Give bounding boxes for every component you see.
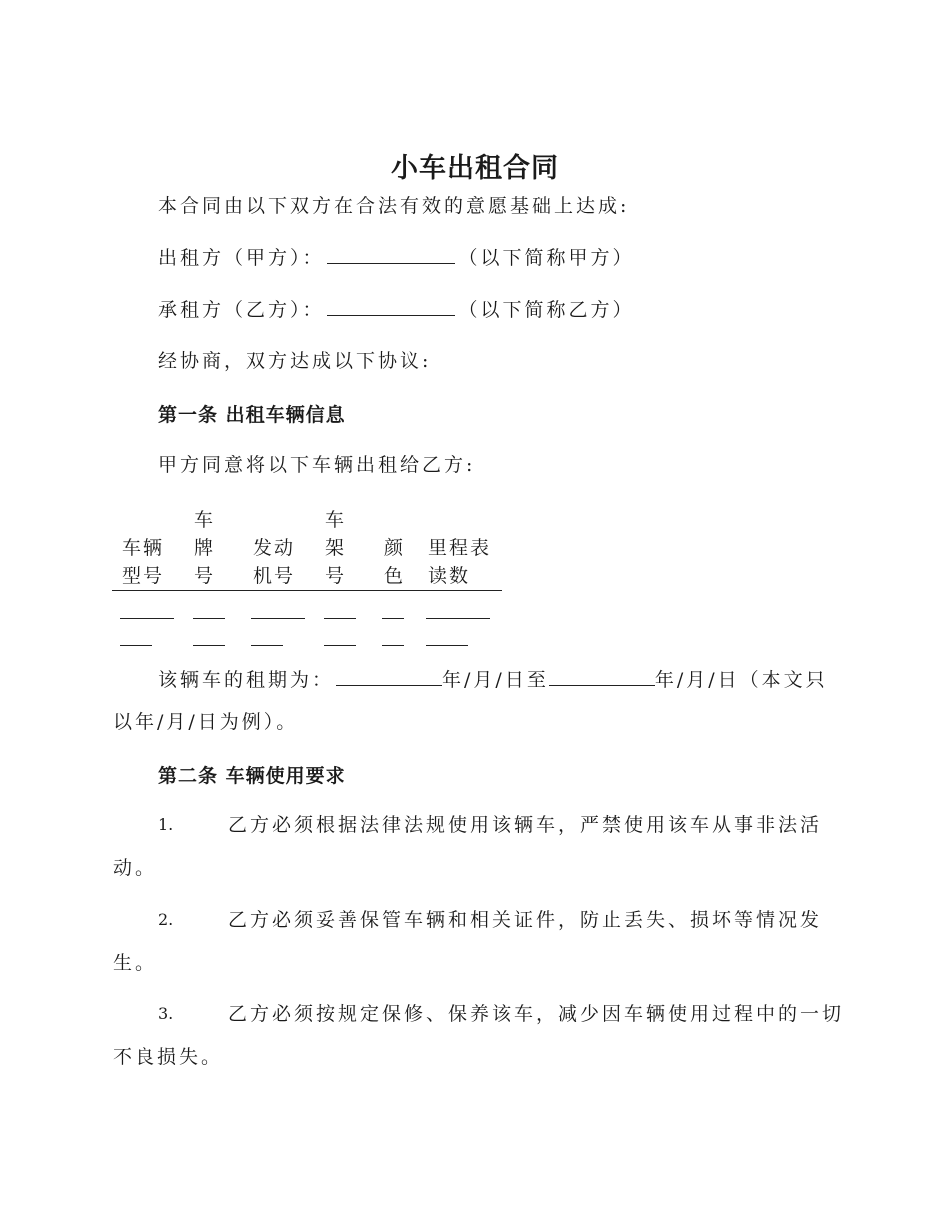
table-header-color [384, 534, 405, 590]
header-line: 车 [325, 509, 347, 531]
party-b-line [158, 295, 635, 324]
lease-end-blank[interactable] [549, 665, 655, 686]
model-blank[interactable] [120, 618, 174, 619]
list-item-line: 乙方必须按规定保修、保养该车，减少因车辆使用过程中的一切 [228, 1003, 845, 1025]
item-number: 1. [158, 815, 174, 834]
article1-text: 甲方同意将以下车辆出租给乙方: [158, 454, 476, 476]
article2-heading: 第二条 车辆使用要求 [158, 765, 346, 787]
table-header-mileage [428, 534, 491, 590]
frame-blank-cont[interactable] [324, 645, 356, 646]
table-header-model [122, 534, 164, 590]
agreement-paragraph: 经协商，双方达成以下协议: [158, 350, 432, 372]
header-line: 号 [194, 565, 216, 587]
header-line: 车辆 [122, 537, 165, 559]
item-number: 3. [158, 1004, 174, 1023]
article1-heading: 第一条 出租车辆信息 [158, 404, 346, 426]
lease-term-label: 该辆车的租期为： [158, 669, 335, 691]
table-header-plate [194, 506, 215, 590]
header-line: 型号 [122, 565, 165, 587]
party-b-suffix: （以下简称乙方） [458, 299, 635, 321]
header-line: 机号 [253, 565, 296, 587]
party-b-blank[interactable] [327, 295, 455, 316]
header-line: 牌 [194, 537, 216, 559]
item-number: 2. [158, 910, 174, 929]
frame-blank[interactable] [324, 618, 356, 619]
party-b-label: 承租方（乙方）： [158, 299, 325, 321]
model-blank-cont[interactable] [120, 645, 152, 646]
list-item-line: 动。 [113, 857, 158, 879]
party-a-label: 出租方（甲方）： [158, 247, 325, 269]
plate-blank-cont[interactable] [193, 645, 225, 646]
party-a-suffix: （以下简称甲方） [458, 247, 635, 269]
lease-mid-text: 年/月/日至 [442, 669, 549, 691]
header-line: 号 [325, 565, 347, 587]
table-header-engine [253, 534, 295, 590]
header-line: 里程表 [428, 537, 492, 559]
engine-blank-cont[interactable] [251, 645, 283, 646]
mileage-blank[interactable] [426, 618, 490, 619]
header-line: 色 [384, 565, 406, 587]
list-item-line: 乙方必须妥善保管车辆和相关证件，防止丢失、损坏等情况发 [228, 909, 823, 931]
color-blank[interactable] [382, 618, 404, 619]
lease-term-line-2: 以年/月/日为例）。 [113, 711, 299, 733]
color-blank-cont[interactable] [382, 645, 404, 646]
party-a-blank[interactable] [327, 243, 455, 264]
header-line: 车 [194, 509, 216, 531]
document-title: 小车出租合同 [391, 153, 559, 184]
header-line: 颜 [384, 537, 406, 559]
header-line: 读数 [428, 565, 471, 587]
lease-tail-text: 年/月/日（本文只 [654, 669, 828, 691]
intro-paragraph: 本合同由以下双方在合法有效的意愿基础上达成: [158, 195, 630, 217]
table-header-rule [112, 590, 502, 591]
list-item-line: 不良损失。 [113, 1046, 224, 1068]
engine-blank[interactable] [251, 618, 305, 619]
plate-blank[interactable] [193, 618, 225, 619]
list-item-line: 生。 [113, 952, 158, 974]
lease-start-blank[interactable] [336, 665, 442, 686]
lease-term-line [158, 665, 828, 694]
header-line: 发动 [253, 537, 296, 559]
list-item-line: 乙方必须根据法律法规使用该辆车，严禁使用该车从事非法活 [228, 814, 823, 836]
party-a-line [158, 243, 635, 272]
mileage-blank-cont[interactable] [426, 645, 468, 646]
header-line: 架 [325, 537, 347, 559]
table-header-frame [325, 506, 346, 590]
